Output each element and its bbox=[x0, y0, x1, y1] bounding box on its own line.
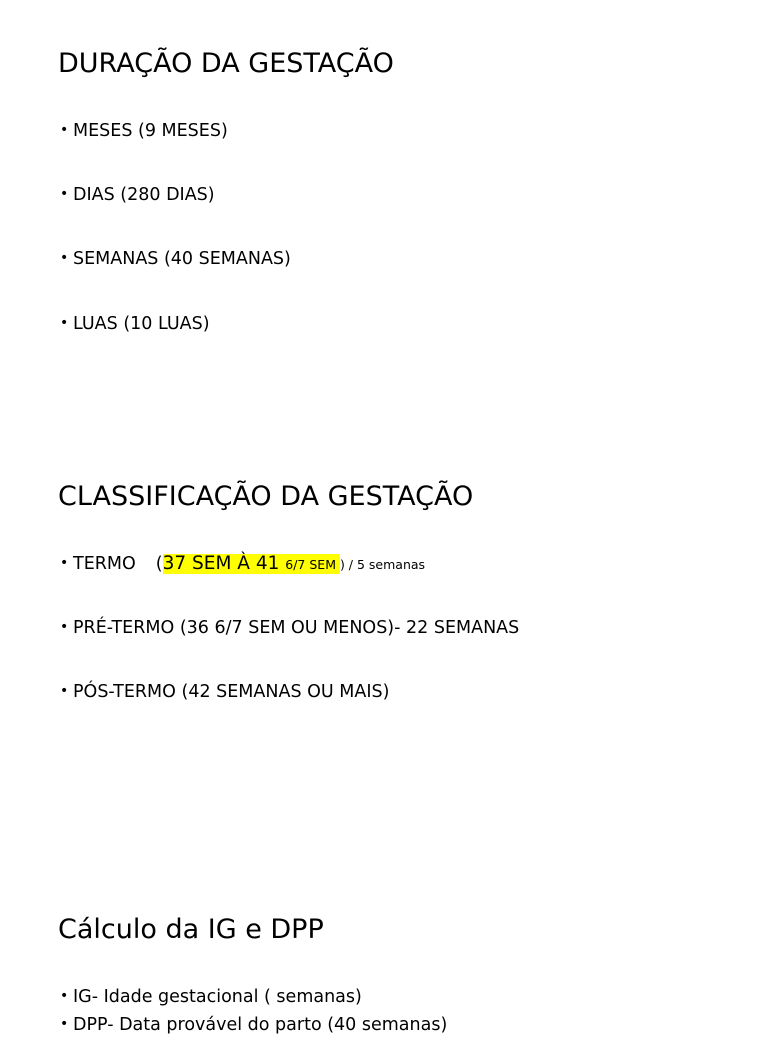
section-title-duracao: DURAÇÃO DA GESTAÇÃO bbox=[58, 48, 394, 79]
list-item-text: SEMANAS (40 SEMANAS) bbox=[73, 249, 291, 269]
list-item-text: PÓS-TERMO (42 SEMANAS OU MAIS) bbox=[73, 682, 390, 702]
termo-label: TERMO bbox=[73, 554, 136, 574]
bullet-icon: • bbox=[60, 315, 69, 331]
bullet-icon: • bbox=[60, 186, 69, 202]
list-item-text: DPP- Data provável do parto (40 semanas) bbox=[73, 1015, 448, 1035]
termo-open-paren: ( bbox=[155, 554, 163, 574]
list-item bbox=[60, 246, 291, 271]
termo-highlight-small: 6/7 SEM bbox=[285, 557, 340, 572]
list-item-text: MESES (9 MESES) bbox=[73, 121, 228, 141]
termo-suffix: ) / 5 semanas bbox=[339, 557, 426, 572]
section-title-classificacao: CLASSIFICAÇÃO DA GESTAÇÃO bbox=[58, 481, 474, 512]
list-item bbox=[60, 615, 519, 640]
bullet-icon: • bbox=[60, 988, 69, 1004]
termo-highlight bbox=[163, 554, 340, 574]
list-item bbox=[60, 1012, 447, 1037]
list-item-text: IG- Idade gestacional ( semanas) bbox=[73, 987, 362, 1007]
list-item bbox=[60, 182, 215, 207]
list-item bbox=[60, 118, 228, 143]
bullet-icon: • bbox=[60, 619, 69, 635]
list-item bbox=[60, 679, 389, 704]
bullet-icon: • bbox=[60, 1016, 69, 1032]
termo-highlight-main: 37 SEM À 41 bbox=[162, 553, 286, 574]
list-item-termo bbox=[60, 551, 425, 577]
list-item-text: DIAS (280 DIAS) bbox=[73, 185, 215, 205]
list-item bbox=[60, 311, 210, 336]
bullet-icon: • bbox=[60, 555, 69, 571]
list-item bbox=[60, 984, 362, 1009]
bullet-icon: • bbox=[60, 250, 69, 266]
list-item-text: PRÉ-TERMO (36 6/7 SEM OU MENOS)- 22 SEMANAS bbox=[73, 618, 520, 638]
section-title-calculo: Cálculo da IG e DPP bbox=[58, 914, 324, 945]
bullet-icon: • bbox=[60, 683, 69, 699]
bullet-icon: • bbox=[60, 122, 69, 138]
list-item-text: LUAS (10 LUAS) bbox=[73, 314, 210, 334]
